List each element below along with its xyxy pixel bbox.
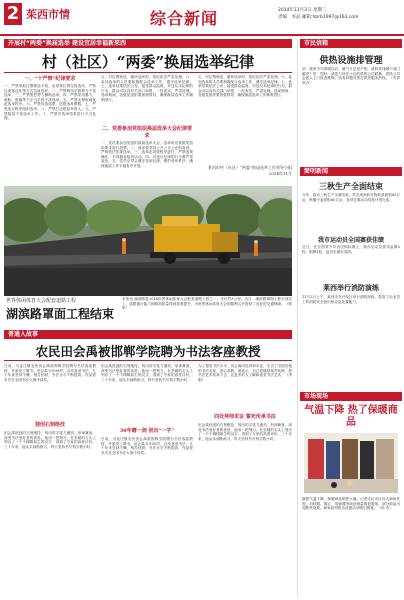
winter-clothing-image <box>304 433 398 493</box>
bottom-col-1 <box>4 364 96 594</box>
brief1-body: 今年，我市三秋生产全面结束，共完成秋收作物收获面积85万亩，秋播小麦面积60万亩，各项农事活动均按计划完成。 <box>302 193 400 202</box>
right-sidebar <box>297 39 401 597</box>
col2-body-b: 一、党员要参加党组织换届选举大会，选举时应按照党组织要求进行投票。二、选举要坚持公开公平公正的原则，严格依法依规选举。三、选举必须按程序进行，严禁违规操作，不得搞非组织活动。四、对违反纪律的行为要严肃查处。五、党员应带头遵守选举纪律，维护选举秩序，确保换届工作平稳有序开展。 <box>101 141 193 168</box>
top-story-headline: 村（社区）“两委”换届选举纪律 <box>41 53 255 71</box>
photo-caption-block <box>4 296 292 328</box>
col1-body: 一、严禁采取拉票贿选手段。用财物拉票拉拢选民，严禁以请客送礼等方式拉拢选民。二、严禁利用宗族势力干扰选举。三、严禁黑恶势力操纵选举。四、严禁采用暴力、威胁、欺骗等不正当手段干扰选举。五、严禁无理取闹扰乱选举秩序。六、严禁伪造选票、虚报选举票数。七、严禁违反程序组织选举。八、严禁打击报复举报人。九、严禁阻挠干扰选举工作。十、严禁对选举结果进行不当处理。 <box>4 84 96 121</box>
bottom-sub3: 四处拜师求证 誓死传承书法 <box>214 414 276 420</box>
brief3-title: 莱西举行消防演练 <box>323 283 379 292</box>
bottom-col2-body-b: 日前，马连庄镇农民田会禹被邯郸学院聘为书法客座教授，并颁发了聘书。田会禹今年58岁，自幼喜爱书法，几十年来坚持不懈，刻苦钻研，书法水平不断提高，作品曾多次在全国书法大赛中获奖。 <box>101 437 193 455</box>
page-number: 2 <box>4 3 22 25</box>
bottom-col3-body-a: 为了提高书法水平，田会禹四处拜师求证，走访了全国各地的书法名家，虚心求教。他表示，自己将继续刻苦钻研，把书法艺术传承下去，让更多的人了解和喜爱书法艺术。（李 娟） <box>198 364 292 382</box>
brief3-body: 11月2日上午，莱西市在开发区举行消防演练，提高了企业员工的消防安全意识和应急处置能力。 <box>302 295 400 304</box>
brief2-body: 近日，在全国青少年田径锦标赛上，我市运动员获得金牌2枚、银牌1枚，创历史最好成绩。 <box>302 245 400 254</box>
brief1-title: 三秋生产全面结束 <box>319 181 383 191</box>
top-story-kicker: 开展村“两委”换届选举 建设宜居幸福新茱西 <box>4 39 292 48</box>
masthead <box>0 0 404 36</box>
top-col-1 <box>4 75 96 183</box>
top-story-source-date: 2014年11月 <box>268 171 292 176</box>
date-line: 2014年11月3日 星期三 <box>278 8 327 13</box>
headline-rule <box>4 72 292 73</box>
top-story <box>4 39 292 184</box>
bottom-headline-rule <box>4 360 292 361</box>
brief2-title: 我市运动员全国赛获佳绩 <box>317 237 384 244</box>
road-photo <box>4 186 292 296</box>
top-col-2 <box>101 75 193 183</box>
sidebar-box3-headline: 气温下降 热了保暖商品 <box>304 405 398 428</box>
bottom-col1-body-a: 日前，马连庄镇农民田会禹被邯郸学院聘为书法客座教授，并颁发了聘书。田会禹今年58岁，自幼喜爱书法，几十年来坚持不懈，刻苦钻研，书法水平不断提高，作品曾多次在全国书法大赛中获奖。 <box>4 364 96 382</box>
top-story-source: 莱西市村（社区）“两委”换届选举工作领导小组 <box>207 165 292 170</box>
sidebar-box1-body: 问：我家今年供暖以后，暖气片总是不热，请问该找哪个部门解决？答：您好，请您与所在小区的供热公司联系，供热公司会派人上门检查维修。如有问题可拨打供热服务热线。（市供热办） <box>302 67 400 85</box>
photo-caption-text: 本报讯 湖滨路是2014世界休闲体育大会配套道路工程之一，全长约3公里。近日，湖滨路罩面工程全部完工，道路通行能力和路面质量得到显著提升，为世界休闲体育大会的顺利召开提供了良好的交通保障。（郭 军） <box>122 297 292 311</box>
bottom-col2-body-a: 田会禹独创的石刻绝技，刻出的字笔力遒劲，形神兼备，深受书法爱好者的喜爱。他用一把刻刀，在坚硬的石头上刻出了一个个栩栩如生的汉字，得到了专家的高度评价。三十年来，他从未间断练习，每天坚持书写刻字数小时。 <box>101 364 193 382</box>
photo-caption-small: 世界休闲体育大会配套道路工程 <box>6 298 77 304</box>
bottom-col1-body-b: 田会禹独创的石刻绝技，刻出的字笔力遒劲，形神兼备，深受书法爱好者的喜爱。他用一把刻刀，在坚硬的石头上刻出了一个个栩栩如生的汉字，得到了专家的高度评价。三十年来，他从未间断练习，每天坚持书写刻字数小时。 <box>4 431 96 449</box>
bottom-sub2: 30年磨一剑 创出“一字” <box>119 428 175 434</box>
photo-caption-large: 湖滨路罩面工程结束 <box>6 307 115 321</box>
sidebar-box3-title: 市场现场 <box>300 392 402 401</box>
bottom-story-kicker: 普通人故事 <box>4 330 292 339</box>
col1-heading: 一、“十严禁”纪律要求 <box>24 76 76 82</box>
bottom-sub1: 独创石刻绝技 <box>34 422 65 428</box>
sidebar-box3-body: 随着气温下降，保暖商品销售火爆。记者走访市区各大商场发现，羽绒服、棉衣、电暖器等商品销量明显增加，部分商品出现断货现象。商家纷纷推出优惠活动吸引顾客。（孙 杰） <box>302 497 400 511</box>
sidebar-box1-headline: 供热设施排管理 <box>319 56 383 66</box>
editor-line: 责编：李品 邮箱:hbrb1997@163.com <box>278 15 359 20</box>
bottom-story-headline: 农民田会禹被邯郸学院聘为书法客座教授 <box>35 344 261 359</box>
top-col-3 <box>198 75 292 183</box>
bottom-story <box>4 330 292 596</box>
col3-body: 五、对拉票贿选、破坏选举的，依纪依法严肃处理。六、参加选举的人员要积极配合选举工作，遵守选举纪律。七、选举结果依法公布，接受群众监督。对违反本纪律的行为，群众可以向有关部门举报，一经查实，严肃处理。选举期间，各级党组织要加强领导，确保换届选举工作顺利进行。 <box>198 75 292 98</box>
col2-heading: 二、党委参加党组织换届选举大会纪律要求 <box>101 126 192 139</box>
bottom-col-3 <box>198 364 292 594</box>
sidebar-box1-title: 市民信箱 <box>300 39 402 48</box>
road-paving-image <box>4 186 292 296</box>
section-title: 综合新闻 <box>150 9 219 28</box>
sidebar-box2-title: 简明新闻 <box>300 167 402 176</box>
bottom-col3-body-b: 田会禹独创的石刻绝技，刻出的字笔力遒劲，形神兼备，深受书法爱好者的喜爱。他用一把刻刀，在坚硬的石头上刻出了一个个栩栩如生的汉字，得到了专家的高度评价。三十年来，他从未间断练习，每天坚持书写刻字数小时。 <box>198 423 292 441</box>
clothing-photo <box>304 433 398 493</box>
bottom-col-2 <box>101 364 193 594</box>
section-name: 茱西市情 <box>26 8 70 21</box>
col2-body-a: 五、对拉票贿选、破坏选举的，依纪依法严肃处理。六、参加选举的人员要积极配合选举工作，遵守选举纪律。七、选举结果依法公布，接受群众监督。对违反本纪律的行为，群众可以向有关部门举报，一经查实，严肃处理。选举期间，各级党组织要加强领导，确保换届选举工作顺利进行。 <box>101 75 193 102</box>
